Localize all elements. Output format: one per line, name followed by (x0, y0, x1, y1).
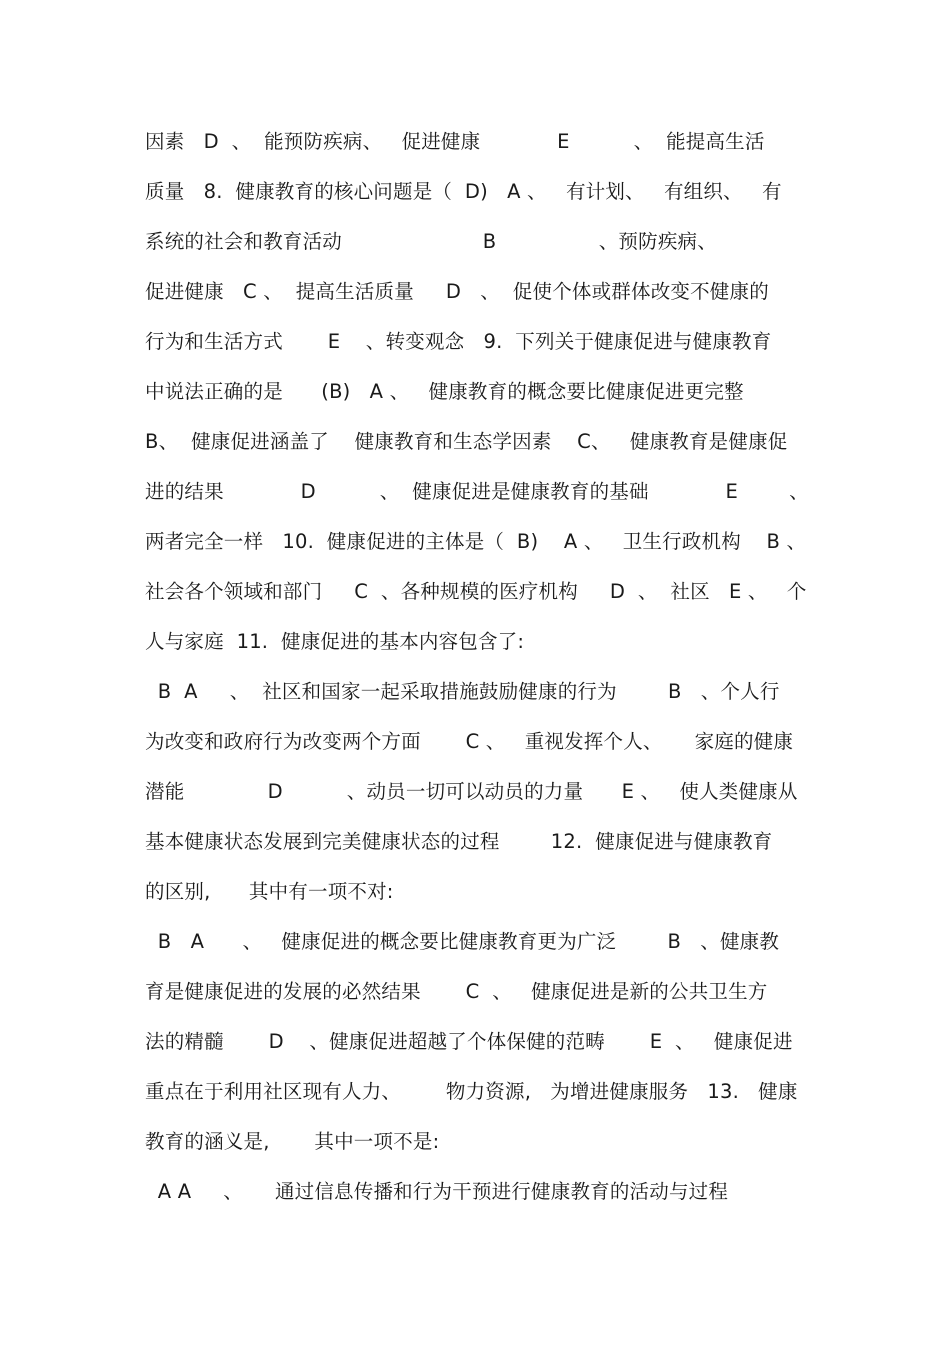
text-line: 人与家庭 11. 健康促进的基本内容包含了: (145, 630, 525, 653)
text-line: 法的精髓 D 、健康促进超越了个体保健的范畴 E 、 健康促进 (145, 1030, 793, 1053)
text-line: 因素 D 、 能预防疾病、 促进健康 E 、 能提高生活 (145, 130, 765, 153)
text-line: B A 、 社区和国家一起采取措施鼓励健康的行为 B 、个人行 (145, 680, 780, 703)
text-line: 的区别, 其中有一项不对: (145, 880, 394, 903)
text-line: 质量 8. 健康教育的核心问题是（ D) A 、 有计划、 有组织、 有 (145, 180, 782, 203)
text-line: A A 、 通过信息传播和行为干预进行健康教育的活动与过程 (145, 1180, 729, 1203)
text-line: 社会各个领域和部门 C 、各种规模的医疗机构 D 、 社区 E 、 个 (145, 580, 807, 603)
text-line: 重点在于利用社区现有人力、 物力资源, 为增进健康服务 13. 健康 (145, 1080, 798, 1103)
text-line: 两者完全一样 10. 健康促进的主体是（ B) A 、 卫生行政机构 B 、 (145, 530, 807, 553)
text-line: 基本健康状态发展到完美健康状态的过程 12. 健康促进与健康教育 (145, 830, 773, 853)
text-line: 行为和生活方式 E 、转变观念 9. 下列关于健康促进与健康教育 (145, 330, 772, 353)
text-line: 教育的涵义是, 其中一项不是: (145, 1130, 440, 1153)
text-line: 为改变和政府行为改变两个方面 C 、 重视发挥个人、 家庭的健康 (145, 730, 794, 753)
text-line: 系统的社会和教育活动 B 、预防疾病、 (145, 230, 717, 253)
text-line: 促进健康 C 、 提高生活质量 D 、 促使个体或群体改变不健康的 (145, 280, 769, 303)
text-line: 中说法正确的是 (B) A 、 健康教育的概念要比健康促进更完整 (145, 380, 744, 403)
text-line: B、 健康促进涵盖了 健康教育和生态学因素 C、 健康教育是健康促 (145, 430, 788, 453)
text-body (145, 120, 810, 1220)
text-line: 育是健康促进的发展的必然结果 C 、 健康促进是新的公共卫生方 (145, 980, 768, 1003)
text-line: 潜能 D 、动员一切可以动员的力量 E 、 使人类健康从 (145, 780, 798, 803)
text-line: 进的结果 D 、 健康促进是健康教育的基础 E 、 (145, 480, 809, 503)
text-line: B A 、 健康促进的概念要比健康教育更为广泛 B 、健康教 (145, 930, 780, 953)
